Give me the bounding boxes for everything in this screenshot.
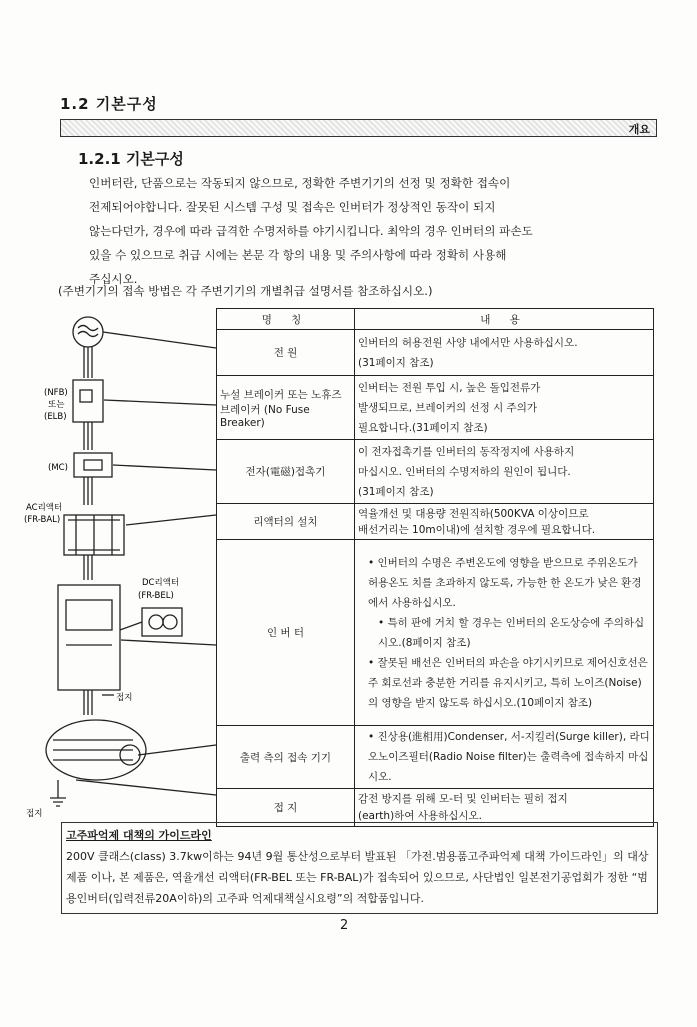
inverter-icon <box>58 585 120 690</box>
row-desc <box>355 504 654 540</box>
table-row <box>217 330 654 376</box>
row-name: 리액터의 설치 <box>217 504 355 540</box>
ac-reactor-label: AC리액터 <box>26 503 63 513</box>
intro-line: 주십시오. <box>89 272 138 286</box>
intro-line: 있을 수 있으므로 취급 시에는 본문 각 항의 내용 및 주의사항에 따라 정확히 사용해 <box>89 248 507 262</box>
page-number: 2 <box>340 918 349 933</box>
table-row <box>217 504 654 540</box>
desc-line: 인버터는 전원 투입 시, 높은 돌입전류가 <box>358 381 541 394</box>
table-row <box>217 376 654 440</box>
desc-line: 배선거리는 10m이내)에 설치할 경우에 필요합니다. <box>358 523 596 536</box>
breaker-icon <box>73 380 103 422</box>
table-row <box>217 440 654 504</box>
desc-bullet: • 인버터의 수명은 주변온도에 영향을 받으므로 주위온도가 허용온도 치를 초과하지 않도록, 가능한 한 온도가 낮은 환경에서 사용하십시오. <box>368 553 650 613</box>
power-source-icon <box>73 317 103 347</box>
harmonic-guideline-box <box>61 822 658 914</box>
desc-line: 감전 방지를 위해 모-터 및 인버터는 필히 접지 <box>358 792 568 805</box>
dc-reactor-icon <box>142 608 182 636</box>
row-desc <box>355 789 654 827</box>
row-name: 인 버 터 <box>217 540 355 726</box>
row-name: 전자(電磁)접촉기 <box>217 440 355 504</box>
row-name: 전 원 <box>217 330 355 376</box>
desc-line: 발생되므로, 브레이커의 선정 시 주의가 <box>358 401 537 414</box>
band-label: 개요 <box>628 123 650 136</box>
header-desc: 내 용 <box>355 309 654 330</box>
ground-label: 접지 <box>26 809 43 819</box>
intro-line: 전제되어야합니다. 잘못된 시스템 구성 및 접속은 인버터가 정상적인 동작이 되지 <box>89 200 496 214</box>
system-diagram <box>18 310 218 820</box>
fr-bal-label: (FR-BAL) <box>24 515 61 525</box>
row-desc <box>355 540 654 726</box>
guide-text: 200V 클래스(class) 3.7kw이하는 94년 9월 통산성으로부터 발표된 「가전.범용품고주파억제 대책 가이드라인」의 대상제품 이나, 본 제품은, 역율개선 리액터(FR-BEL 또는 FR-BAL)가 접속되어 있으므로, 사단법인 일본전기공업회가 정한 “범용인버터(입력전류20A이하)의 고주파 억제대책실시요령”의 적합품입니다. <box>66 850 649 905</box>
intro-paragraph <box>89 171 649 291</box>
table-row <box>217 540 654 726</box>
subsection-title: 1.2.1 기본구성 <box>78 150 184 168</box>
fr-bel-label: (FR-BEL) <box>138 591 174 601</box>
header-name: 명 칭 <box>217 309 355 330</box>
desc-line: (earth)하여 사용하십시오. <box>358 809 482 822</box>
desc-line: • 특히 판에 거치 할 경우는 인버터의 온도상승에 주의하십시오.(8페이지 참조) <box>368 613 650 653</box>
ground-label: 접지 <box>116 693 133 703</box>
row-name: 누설 브레이커 또는 노휴즈 브레이커 (No Fuse Breaker) <box>217 376 355 440</box>
nfb-label: (NFB) <box>44 388 68 398</box>
desc-bullet: • 진상용(進相用)Condenser, 서-지킬러(Surge killer), 라디오노이즈필터(Radio Noise filter)는 출력측에 접속하지 마십시오. <box>368 727 650 787</box>
desc-line: 인버터의 허용전원 사양 내에서만 사용하십시오. <box>358 336 578 349</box>
desc-line: 마십시오. 인버터의 수명저하의 원인이 됩니다. <box>358 465 571 478</box>
intro-line: 않는다던가, 경우에 따라 급격한 수명저하를 야기시킵니다. 최악의 경우 인버터의 파손도 <box>89 224 533 238</box>
row-desc <box>355 726 654 789</box>
desc-line: 역율개선 및 대용량 전원직하(500KVA 이상이므로 <box>358 507 589 520</box>
row-desc <box>355 330 654 376</box>
elb-label: (ELB) <box>44 412 67 422</box>
contactor-icon <box>74 453 112 477</box>
desc-bullet: • 잘못된 배선은 인버터의 파손을 야기시키므로 제어신호선은 주 회로선과 충분한 거리를 유지시키고, 특히 노이즈(Noise)의 영향을 받지 않도록 하십시오.(10페이지 참조) <box>368 653 650 713</box>
row-desc <box>355 376 654 440</box>
mc-label: (MC) <box>48 463 68 473</box>
desc-line: (31페이지 참조) <box>358 356 434 369</box>
peripheral-note: (주변기기의 접속 방법은 각 주변기기의 개별취급 설명서를 참조하십시오.) <box>58 284 433 298</box>
section-title: 1.2 기본구성 <box>60 95 158 113</box>
table-header-row <box>217 309 654 330</box>
section-band <box>60 119 657 137</box>
table-row <box>217 726 654 789</box>
table-row <box>217 789 654 827</box>
desc-line: 필요합니다.(31페이지 참조) <box>358 421 488 434</box>
intro-line: 인버터란, 단품으로는 작동되지 않으므로, 정확한 주변기기의 선정 및 정확한 접속이 <box>89 176 511 190</box>
or-label: 또는 <box>48 400 65 410</box>
component-table <box>216 308 654 827</box>
row-name: 출력 측의 접속 기기 <box>217 726 355 789</box>
dc-reactor-label: DC리액터 <box>142 578 180 588</box>
row-desc <box>355 440 654 504</box>
row-name: 접 지 <box>217 789 355 827</box>
guide-title: 고주파억제 대책의 가이드라인 <box>66 829 212 842</box>
desc-line: 이 전자접촉기를 인버터의 동작정지에 사용하지 <box>358 445 575 458</box>
desc-line: (31페이지 참조) <box>358 485 434 498</box>
